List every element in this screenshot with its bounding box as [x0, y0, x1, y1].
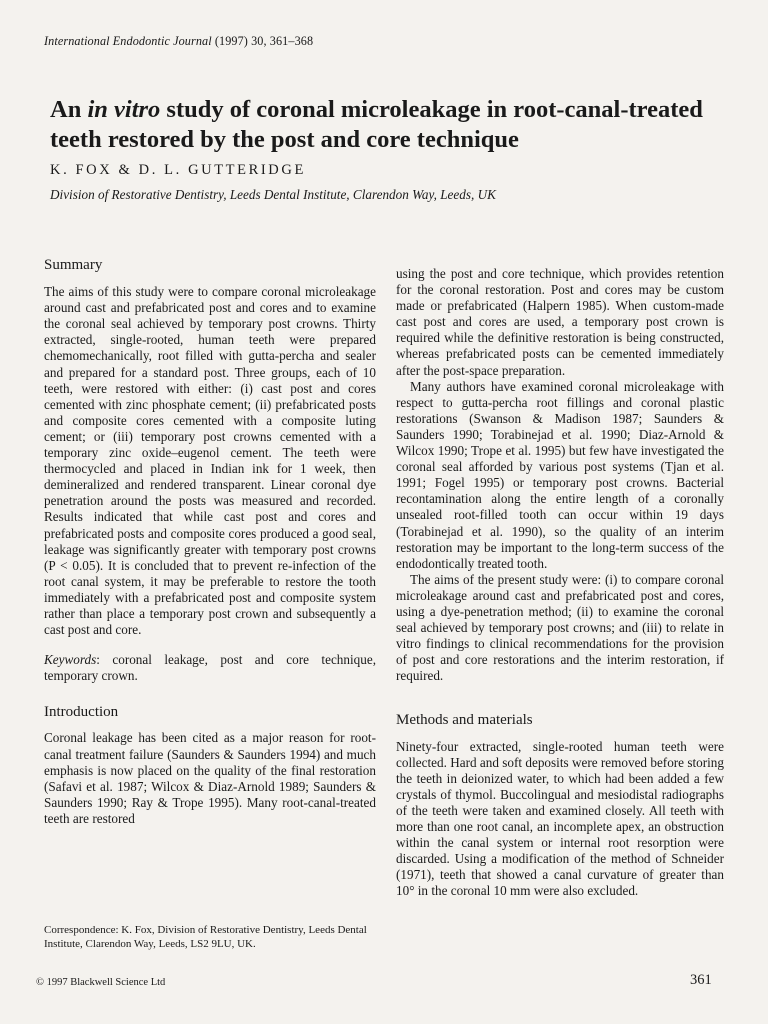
journal-volume-pages: (1997) 30, 361–368: [214, 34, 314, 48]
introduction-paragraph-3: The aims of the present study were: (i) to compare coronal microleakage around cast and prefabricated post and cores, using a dye-penetration method; (ii) to examine the coronal seal achieved by temporary post crowns; and (iii) to relate in vitro findings to clinical recommendations for the provision of post and core restorations and the interim restoration, if required.: [396, 571, 724, 684]
keywords-line: [44, 652, 376, 684]
keywords-text: : coronal leakage, post and core technique, temporary crown.: [44, 652, 376, 684]
journal-citation: [44, 34, 313, 49]
introduction-paragraph-2: Many authors have examined coronal microleakage with respect to gutta-percha root fillings and coronal plastic restorations (Swanson & Madison 1987; Saunders & Saunders 1990; Torabinejad et al. 1990; Diaz-Arnold & Wilcox 1990; Trope et al. 1995) but few have investigated the coronal seal afforded by various post systems (Tjan et al. 1991; Fogel 1995) or temporary post crowns. Bacterial recontamination along the entire length of a coronally unsealed root-filled tooth can occur within 19 days (Torabinejad et al. 1990), so the quality of an interim restoration may be important to the long-term success of the endodontically treated tooth.: [396, 378, 724, 571]
title-part-1: An: [50, 96, 88, 123]
title-part-2: study of coronal microleakage in root-canal-treated teeth restored by the post and core technique: [50, 96, 703, 153]
introduction-paragraph-1-continued: using the post and core technique, which provides retention for the coronal restoration. Post and cores may be custom made or prefabricated (Halpern 1985). When custom-made cast post and cores are used, a temporary post crown is required while the definitive restoration is being constructed, whereas prefabricated posts can be cemented immediately after the post-space preparation.: [396, 266, 724, 378]
article-affiliation: Division of Restorative Dentistry, Leeds Dental Institute, Clarendon Way, Leeds, UK: [50, 187, 496, 202]
correspondence-note: Correspondence: K. Fox, Division of Restorative Dentistry, Leeds Dental Institute, Clarendon Way, Leeds, LS2 9LU, UK.: [44, 924, 367, 950]
left-column: [44, 255, 376, 827]
summary-heading: Summary: [44, 257, 103, 273]
journal-name: International Endodontic Journal: [44, 34, 212, 48]
copyright-notice: © 1997 Blackwell Science Ltd: [36, 977, 166, 988]
article-title: [50, 95, 730, 155]
keywords-label: Keywords: [44, 652, 97, 668]
page-number: 361: [690, 972, 712, 988]
summary-paragraph: The aims of this study were to compare coronal microleakage around cast and prefabricated post and cores and to examine the coronal seal achieved by temporary post crowns. Thirty extracted, single-rooted, human teeth were prepared chemomechanically, root filled with gutta-percha and sealer and prepared for a standard post. Three groups, each of 10 teeth, were restored with either: (i) cast post and cores cemented with zinc phosphate cement; (ii) prefabricated posts and composite cores cemented with a composite luting cement; or (iii) temporary post crowns cemented with a temporary zinc oxide–eugenol cement. The teeth were thermocycled and placed in Indian ink for 1 week, then demineralized and rendered transparent. Linear coronal dye penetration around the posts was measured and recorded. Results indicated that while cast post and cores and prefabricated posts and composite cores produced a good seal, leakage was significantly greater with temporary post crowns (P < 0.05). It is concluded that to prevent re-infection of the root canal system, it may be preferable to restore the tooth immediately with a prefabricated post and composite system rather than place a temporary post crown and subsequently a cast post and core.: [44, 284, 376, 638]
right-column: [396, 266, 724, 899]
introduction-heading: Introduction: [44, 704, 119, 721]
introduction-paragraph-1: Coronal leakage has been cited as a major reason for root-canal treatment failure (Saunders & Saunders 1994) and much emphasis is now placed on the quality of the final restoration (Safavi et al. 1987; Wilcox & Diaz-Arnold 1989; Saunders & Saunders 1990; Ray & Trope 1995). Many root-canal-treated teeth are restored: [44, 730, 376, 826]
title-italic: in vitro: [87, 96, 161, 123]
methods-heading: Methods and materials: [396, 712, 533, 729]
methods-paragraph-1: Ninety-four extracted, single-rooted human teeth were collected. Hard and soft deposits were removed before storing the teeth in deionized water, to which had been added a few crystals of thymol. Buccolingual and mesiodistal radiographs of the teeth were taken and examined closely. All teeth with more than one root canal, an incomplete apex, an obstruction within the canal system or internal root resorption were discarded. Using a modification of the method of Schneider (1971), teeth that showed a canal curvature of greater than 10° in the coronal 10 mm were also excluded.: [396, 738, 724, 899]
article-authors: K. FOX & D. L. GUTTERIDGE: [50, 162, 306, 178]
